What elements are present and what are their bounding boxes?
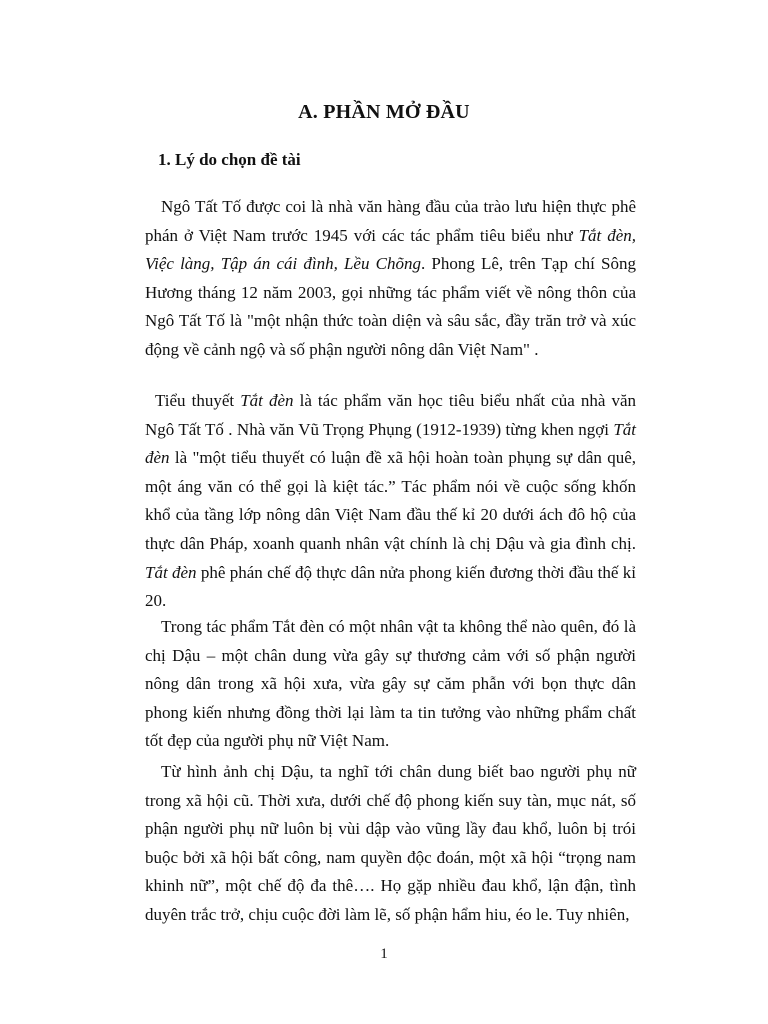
paragraph-1: [145, 193, 636, 365]
italic-title-text: Tắt đèn: [240, 391, 294, 410]
section-heading: 1. Lý do chọn đề tài: [158, 150, 301, 169]
paragraph-4: [145, 758, 636, 930]
italic-title-text: Tắt đèn: [145, 419, 636, 468]
page-title: A. PHẦN MỞ ĐẦU: [298, 101, 470, 123]
paragraph-text: . Phong Lê, trên Tạp chí Sông Hương tháng 12 năm 2003, gọi những tác phẩm viết về nông thôn của Ngô Tất Tố là "một nhận thức toàn diện và sâu sắc, đầy trăn trở và xúc động về cảnh ngộ và số phận người nông dân Việt Nam" .: [145, 254, 636, 359]
paragraph-text: là tác phẩm văn học tiêu biểu nhất của nhà văn Ngô Tất Tố . Nhà văn Vũ Trọng Phụng (1912-1939) từng khen ngợi: [145, 391, 637, 439]
paragraph-3: [145, 613, 636, 756]
paragraph-text: là "một tiểu thuyết có luận đề xã hội hoàn toàn phụng sự dân quê, một áng văn có thể gọi là kiệt tác.” Tác phẩm nói về cuộc sống khốn khổ của tầng lớp nông dân Việt Nam đầu thế kỉ 20 dưới ách đô hộ của thực dân Pháp, xoanh quanh nhân vật chính là chị Dậu và gia đình chị.: [145, 448, 636, 553]
paragraph-text: Ngô Tất Tố được coi là nhà văn hàng đầu của trào lưu hiện thực phê phán ở Việt Nam trước 1945 với các tác phẩm tiêu biểu như: [145, 197, 636, 245]
paragraph-text: Trong tác phẩm Tắt đèn có một nhân vật ta không thể nào quên, đó là chị Dậu – một chân dung vừa gây sự thương cảm với số phận người nông dân trong xã hội xưa, vừa gây sự căm phẫn với bọn thực dân phong kiến nhưng đồng thời lại làm ta tin tưởng vào những phẩm chất tốt đẹp của người phụ nữ Việt Nam.: [145, 617, 636, 751]
paragraph-text: Tiểu thuyết: [155, 391, 241, 410]
paragraph-2: [145, 387, 636, 616]
italic-title-text: Tắt đèn: [145, 562, 197, 582]
paragraph-text: Từ hình ảnh chị Dậu, ta nghĩ tới chân dung biết bao người phụ nữ trong xã hội cũ. Thời xưa, dưới chế độ phong kiến suy tàn, mục nát, số phận người phụ nữ luôn bị vùi dập vào vũng lầy đau khổ, luôn bị trói buộc bởi xã hội bất công, nam quyền độc đoán, một xã hội “trọng nam khinh nữ”, một chế độ đa thê…. Họ gặp nhiều đau khổ, lận đận, tình duyên trắc trở, chịu cuộc đời làm lẽ, số phận hẩm hiu, éo le. Tuy nhiên,: [145, 762, 636, 924]
paragraph-text: phê phán chế độ thực dân nửa phong kiến đương thời đầu thế kỉ 20.: [145, 562, 636, 611]
page-number: 1: [380, 946, 388, 962]
italic-title-text: Tắt đèn, Việc làng, Tập án cái đình, Lều Chõng: [145, 225, 636, 274]
